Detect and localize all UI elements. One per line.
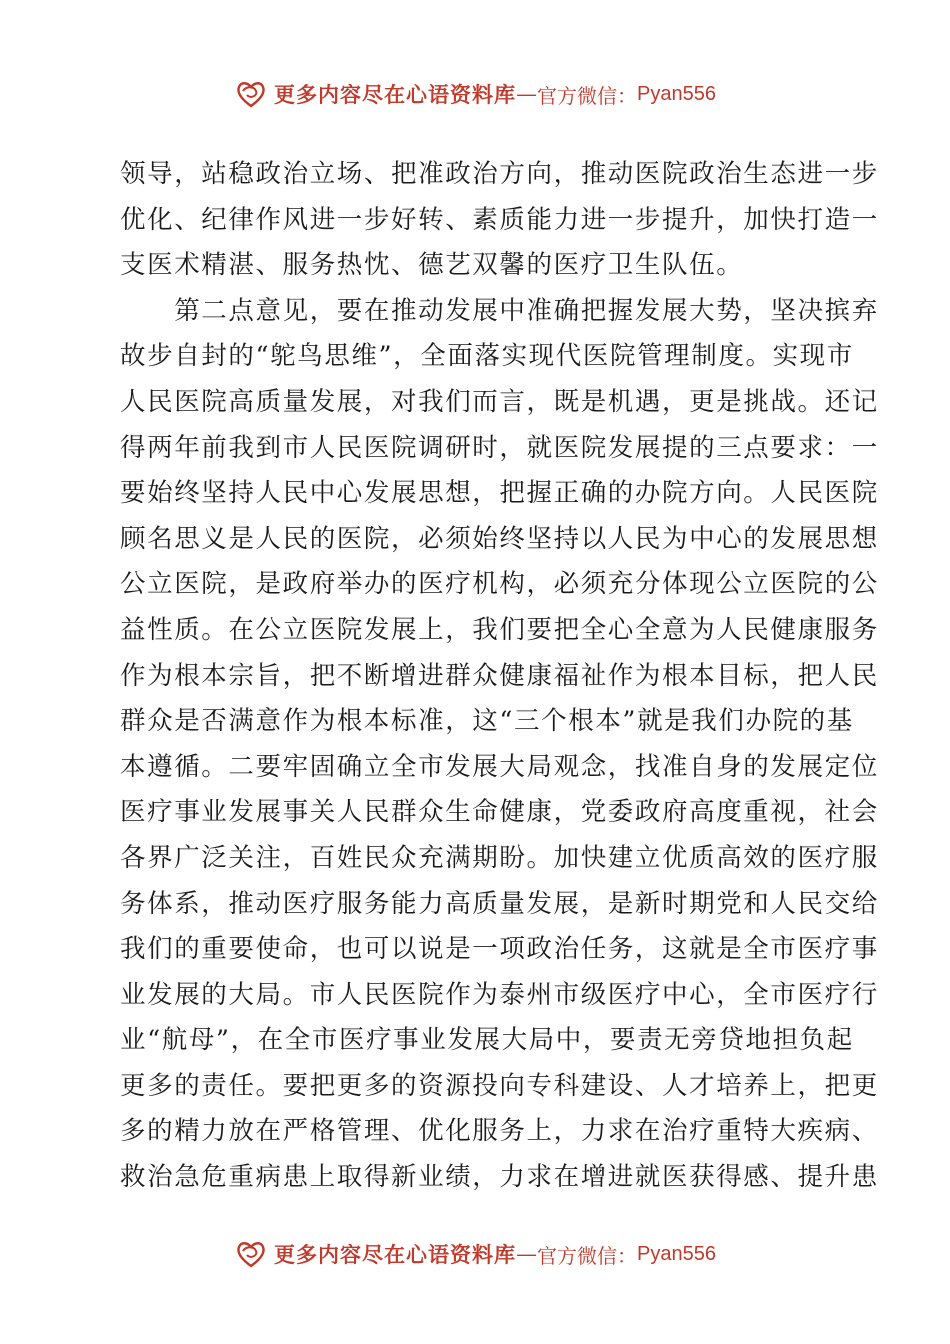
text-line: 群众是否满意作为根本标准，这“三个根本”就是我们办院的基 [120,706,854,737]
text-line: 得两年前我到市人民医院调研时，就医院发展提的三点要求：一 [120,432,879,463]
text-line: 务体系，推动医疗服务能力高质量发展，是新时期党和人民交给 [120,888,879,919]
watermark-account: Pyan556 [637,82,716,105]
text-line: 本遵循。二要牢固确立全市发展大局观念，找准自身的发展定位 [120,751,879,782]
heart-swirl-logo-icon [234,1237,268,1271]
text-line: 医疗事业发展事关人民群众生命健康，党委政府高度重视，社会 [120,797,879,828]
text-line: 益性质。在公立医院发展上，我们要把全心全意为人民健康服务 [120,614,879,645]
text-line: 领导，站稳政治立场、把准政治方向，推动医院政治生态进一步 [120,159,879,189]
document-body [120,152,879,1201]
watermark-main-text: 更多内容尽在心语资料库 [274,82,517,107]
text-line: 优化、纪律作风进一步好转、素质能力进一步提升，加快打造一 [120,204,879,235]
text-line: 要始终坚持人民中心发展思想，把握正确的办院方向。人民医院 [120,478,879,509]
text-line: 人民医院高质量发展，对我们而言，既是机遇，更是挑战。还记 [120,386,879,417]
text-line: 更多的责任。要把更多的资源投向专科建设、人才培养上，把更 [120,1070,879,1101]
text-line: 作为根本宗旨，把不断增进群众健康福祉作为根本目标，把人民 [120,660,879,691]
watermark-sub-text: 官方微信： [537,1243,638,1268]
watermark-sub-text: 官方微信： [537,83,638,108]
text-line: 业发展的大局。市人民医院作为泰州市级医疗中心，全市医疗行 [120,979,879,1010]
heart-swirl-logo-icon [234,77,268,111]
text-line: 多的精力放在严格管理、优化服务上，力求在治疗重特大疾病、 [120,1116,879,1147]
text-line: 顾名思义是人民的医院，必须始终坚持以人民为中心的发展思想 [120,523,879,554]
text-line: 业“航母”，在全市医疗事业发展大局中，要责无旁贷地担负起 [120,1025,854,1056]
text-line: 支医术精湛、服务热忱、德艺双馨的医疗卫生队伍。 [120,250,744,281]
text-line: 第二点意见，要在推动发展中准确把握发展大势，坚决摈弃 [120,295,879,326]
text-line: 救治急危重病患上取得新业绩，力求在增进就医获得感、提升患 [120,1162,879,1193]
watermark-banner-top [0,72,950,116]
watermark-main-text: 更多内容尽在心语资料库 [274,1242,517,1267]
watermark-banner-bottom [0,1232,950,1276]
text-line: 各界广泛关注，百姓民众充满期盼。加快建立优质高效的医疗服 [120,842,879,873]
watermark-separator: — [516,1242,538,1266]
text-line: 故步自封的“鸵鸟思维”，全面落实现代医院管理制度。实现市 [120,341,854,372]
text-line: 公立医院，是政府举办的医疗机构，必须充分体现公立医院的公 [120,569,879,600]
watermark-account: Pyan556 [637,1242,716,1265]
watermark-separator: — [516,82,538,106]
text-line: 我们的重要使命，也可以说是一项政治任务，这就是全市医疗事 [120,934,879,965]
